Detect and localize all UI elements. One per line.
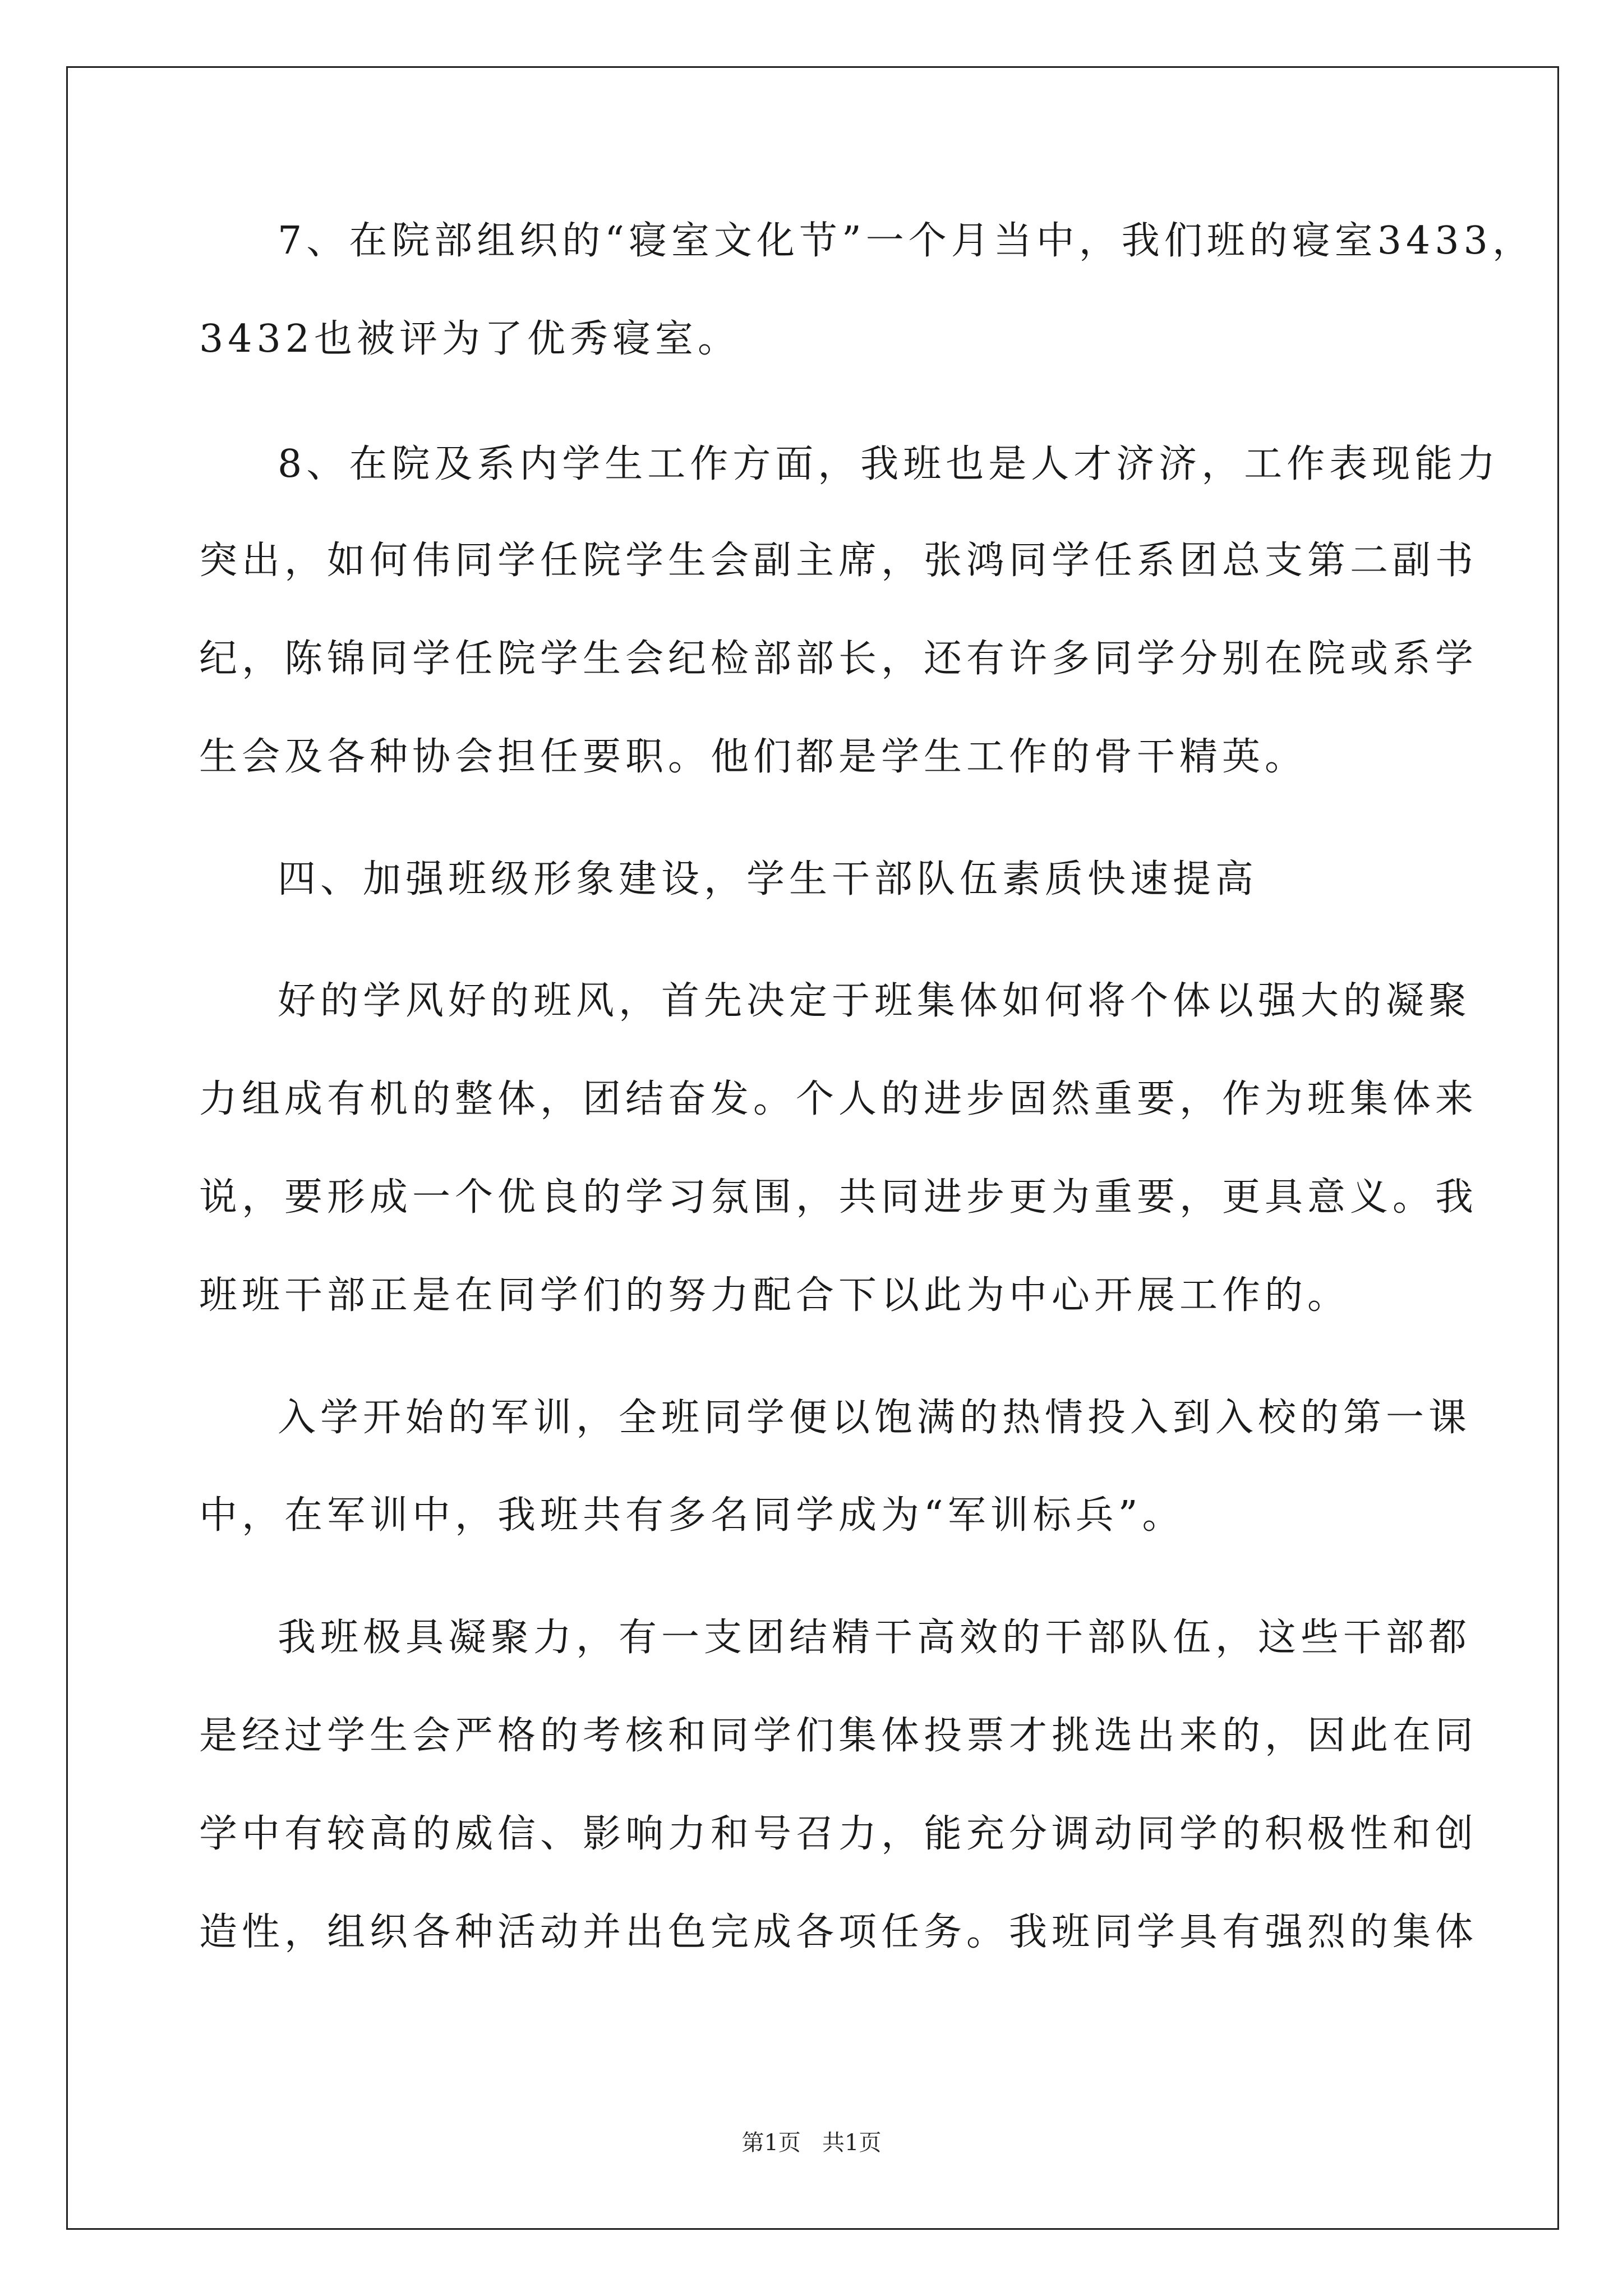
text-line: 入学开始的军训，全班同学便以饱满的热情投入到入校的第一课 [278, 1396, 1472, 1440]
page-number-footer: 第1页 共1页 [741, 2130, 882, 2156]
text-line: 纪，陈锦同学任院学生会纪检部部长，还有许多同学分别在院或系学 [199, 637, 1478, 681]
text-line: 我班极具凝聚力，有一支团结精干高效的干部队伍，这些干部都 [278, 1616, 1472, 1660]
text-line: 班班干部正是在同学们的努力配合下以此为中心开展工作的。 [199, 1273, 1350, 1318]
page-border [66, 66, 1559, 2230]
text-line: 8、在院及系内学生工作方面，我班也是人才济济，工作表现能力 [278, 442, 1500, 486]
text-line: 力组成有机的整体，团结奋发。个人的进步固然重要，作为班集体来 [199, 1077, 1478, 1121]
text-line: 好的学风好的班风，首先决定于班集体如何将个体以强大的凝聚 [278, 979, 1472, 1023]
text-line: 7、在院部组织的“寝室文化节”一个月当中，我们班的寝室3433， [278, 219, 1535, 263]
text-line: 造性，组织各种活动并出色完成各项任务。我班同学具有强烈的集体 [199, 1910, 1478, 1954]
text-line: 突出，如何伟同学任院学生会副主席，张鸿同学任系团总支第二副书 [199, 539, 1478, 583]
text-line: 生会及各种协会担任要职。他们都是学生工作的骨干精英。 [199, 735, 1308, 779]
text-line: 学中有较高的威信、影响力和号召力，能充分调动同学的积极性和创 [199, 1812, 1478, 1856]
text-line: 中，在军训中，我班共有多名同学成为“军训标兵”。 [199, 1493, 1185, 1538]
text-line: 说，要形成一个优良的学习氛围，共同进步更为重要，更具意义。我 [199, 1175, 1478, 1220]
text-line: 3432也被评为了优秀寝室。 [199, 317, 741, 361]
section-heading: 四、加强班级形象建设，学生干部队伍素质快速提高 [278, 857, 1258, 901]
text-line: 是经过学生会严格的考核和同学们集体投票才挑选出来的，因此在同 [199, 1714, 1478, 1758]
